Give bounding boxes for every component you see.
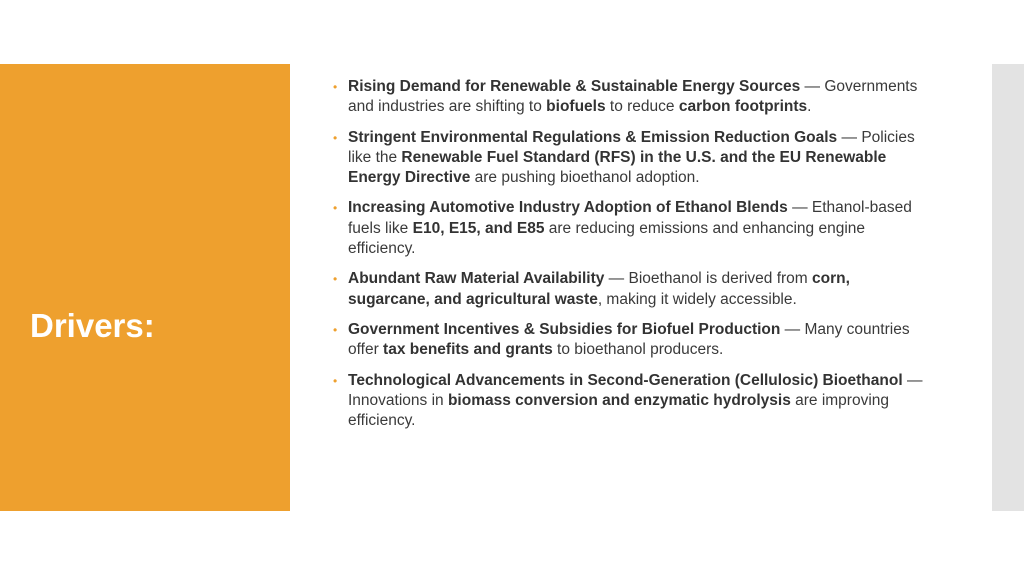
bullet-emphasis: biomass conversion and enzymatic hydrolysis — [447, 391, 791, 409]
bullet-item-raw-material — [333, 269, 933, 310]
bullet-item-regulations — [333, 128, 933, 189]
bullet-text: are reducing emissions and enhancing engine efficiency. — [348, 219, 866, 258]
bullet-heading: Increasing Automotive Industry Adoption of Ethanol Blends — [348, 199, 788, 217]
bullet-dot-icon: • — [333, 201, 338, 216]
bullet-emphasis: tax benefits and grants — [383, 341, 553, 359]
bullet-emphasis: carbon footprints — [678, 98, 808, 116]
bullet-text: are improving efficiency. — [348, 391, 890, 430]
bullet-text: Many countries offer — [348, 320, 910, 359]
right-accent-strip — [992, 64, 1024, 511]
bullet-heading: Technological Advancements in Second-Generation (Cellulosic) Bioethanol — [348, 371, 903, 389]
bullet-emphasis: biofuels — [546, 98, 606, 116]
bullet-text: Bioethanol is derived from — [628, 270, 813, 288]
slide-title: Drivers: — [30, 307, 155, 344]
bullet-dot-icon: • — [333, 130, 338, 145]
bullet-dot-icon: • — [333, 272, 338, 287]
bullet-emphasis: Renewable Fuel Standard (RFS) in the U.S. and the EU Renewable Energy Directive — [348, 148, 887, 187]
bullet-list — [333, 77, 933, 441]
bullet-text: Governments and industries are shifting to — [348, 78, 918, 116]
bullet-item-incentives — [333, 320, 933, 361]
bullet-separator: — — [902, 371, 923, 389]
bullet-separator: — — [787, 199, 812, 217]
bullet-text: to reduce — [605, 98, 679, 116]
bullet-emphasis: E10, E15, and E85 — [412, 219, 545, 237]
bullet-item-technology — [333, 371, 933, 432]
bullet-item-automotive — [333, 198, 933, 259]
bullet-separator: — — [604, 270, 629, 288]
bullet-heading: Stringent Environmental Regulations & Emission Reduction Goals — [348, 128, 838, 146]
bullet-dot-icon: • — [333, 80, 338, 94]
bullet-heading: Abundant Raw Material Availability — [348, 270, 605, 288]
bullet-text: . — [807, 98, 812, 116]
bullet-heading: Government Incentives & Subsidies for Biofuel Production — [348, 320, 781, 338]
bullet-item-demand — [333, 77, 933, 118]
bullet-text: Policies like the — [348, 128, 915, 166]
bullet-dot-icon: • — [333, 322, 338, 337]
title-panel — [0, 64, 290, 511]
bullet-dot-icon: • — [333, 373, 338, 388]
bullet-text: Innovations in — [348, 391, 448, 409]
bullet-separator: — — [800, 78, 825, 95]
bullet-separator: — — [837, 128, 862, 146]
bullet-heading: Rising Demand for Renewable & Sustainable Energy Sources — [348, 78, 801, 95]
bullet-text: are pushing bioethanol adoption. — [470, 169, 700, 187]
bullet-text: Ethanol-based fuels like — [348, 199, 912, 237]
bullet-text: , making it widely accessible. — [597, 290, 797, 308]
bullet-separator: — — [780, 320, 805, 338]
bullet-text: to bioethanol producers. — [552, 341, 724, 359]
bullet-emphasis: corn, sugarcane, and agricultural waste — [348, 270, 850, 308]
